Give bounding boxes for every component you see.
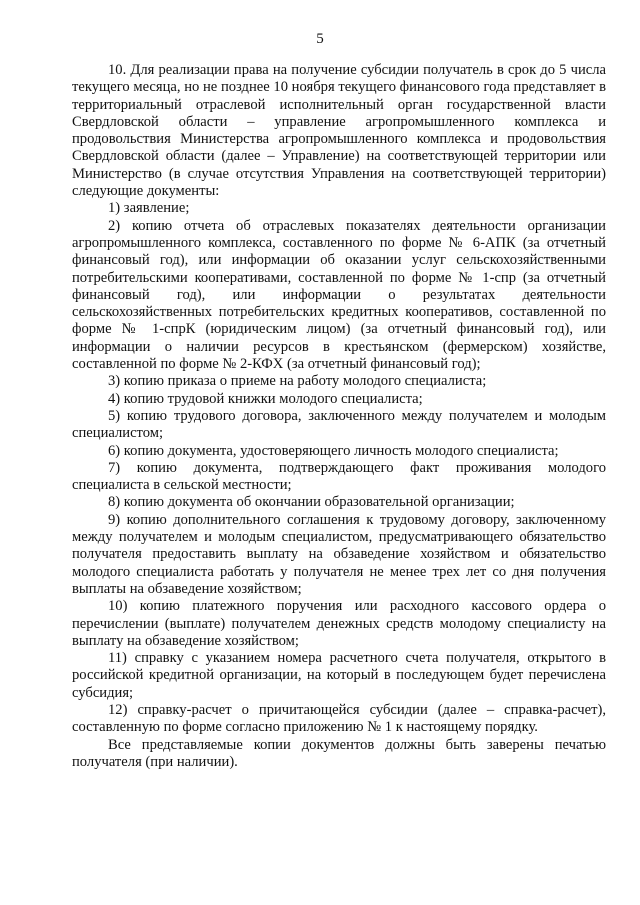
list-item-10: 10) копию платежного поручения или расходного кассового ордера о перечислении (выплате) получателем денежных средств молодому специалисту на выплату на обзаведение хозяйством; <box>72 598 606 649</box>
list-item-6: 6) копию документа, удостоверяющего личность молодого специалиста; <box>108 442 559 459</box>
list-item-3: 3) копию приказа о приеме на работу молодого специалиста; <box>108 373 487 390</box>
list-item-4: 4) копию трудовой книжки молодого специалиста; <box>108 390 423 407</box>
list-item-12: 12) справку-расчет о причитающейся субсидии (далее – справка-расчет), составленную по форме согласно приложению № 1 к настоящему порядку. <box>72 701 606 736</box>
document-body <box>72 62 606 771</box>
closing-paragraph: Все представляемые копии документов должны быть заверены печатью получателя (при наличии). <box>72 736 606 770</box>
list-item-8: 8) копию документа об окончании образовательной организации; <box>108 494 515 511</box>
list-item-5: 5) копию трудового договора, заключенного между получателем и молодым специалистом; <box>72 407 606 442</box>
paragraph-item-10: 10. Для реализации права на получение субсидии получатель в срок до 5 числа текущего месяца, но не позднее 10 ноября текущего финансового года представляет в территориальный отраслевой исполнительный орган государственной власти Свердловской области – управление агропромышленного комплекса и продовольствия Министерства агропромышленного комплекса и продовольствия Свердловской области (далее – Управление) на соответствующей территории или Министерство (в случае отсутствия Управления на соответствующей территории) следующие документы: <box>72 62 606 200</box>
list-item-2: 2) копию отчета об отраслевых показателях деятельности организации агропромышленного комплекса, составленного по форме № 6-АПК (за отчетный финансовый год), или информации об оказании услуг сельскохозяйственными потребительскими кооперативами, составленной по форме № 1-спр (за отчетный финансовый год), или информации о результатах деятельности сельскохозяйственных потребительских кредитных кооперативов, составленной по форме № 1-спрК (юридическим лицом) (за отчетный финансовый год), или информации о наличии ресурсов в крестьянском (фермерском) хозяйстве, составленной по форме № 2-КФХ (за отчетный финансовый год); <box>72 217 606 373</box>
list-item-9: 9) копию дополнительного соглашения к трудовому договору, заключенному между получателем и молодым специалистом, предусматривающего обязательство получателя предоставить выплату на обзаведение хозяйством и обязательство молодого специалиста работать у получателя не менее трех лет со дня получения выплаты на обзаведение хозяйством; <box>72 511 606 597</box>
page-number: 5 <box>316 31 324 47</box>
list-item-1: 1) заявление; <box>108 200 190 217</box>
list-item-7: 7) копию документа, подтверждающего факт проживания молодого специалиста в сельской местности; <box>72 459 606 494</box>
list-item-11: 11) справку с указанием номера расчетного счета получателя, открытого в российской кредитной организации, на который в последующем будет перечислена субсидия; <box>72 650 606 701</box>
